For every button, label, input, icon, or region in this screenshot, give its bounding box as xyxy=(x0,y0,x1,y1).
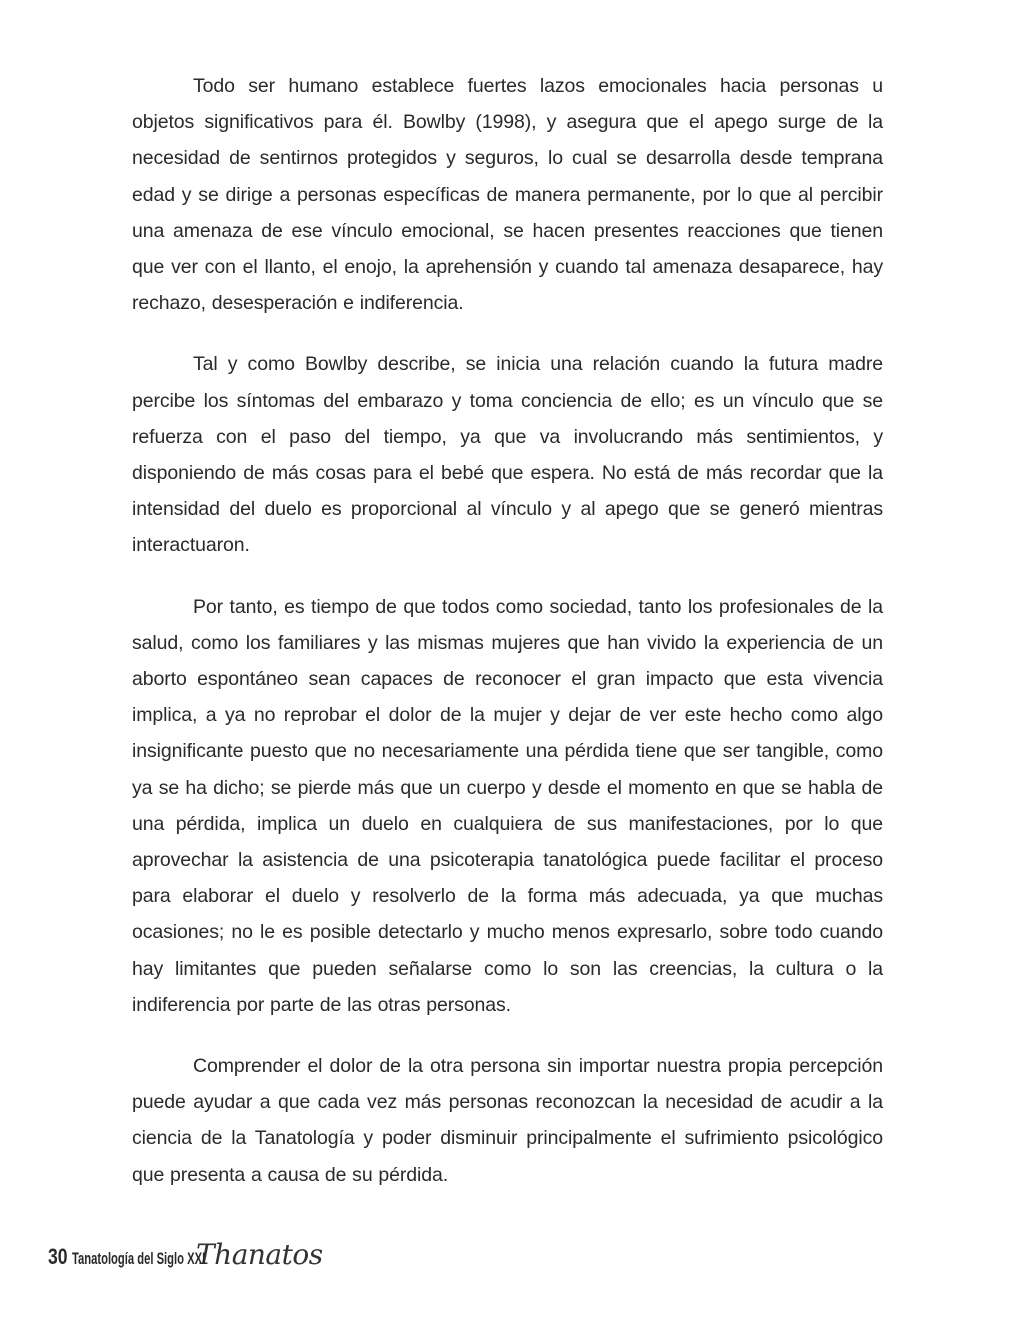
paragraph-1: Todo ser humano establece fuertes lazos emocionales hacia personas u objetos significativos para él. Bowlby (1998), y asegura que el apego surge de la necesidad de sentirnos protegidos y seguros, lo cual se desarrolla desde temprana edad y se dirige a personas específicas de manera permanente, por lo que al percibir una amenaza de ese vínculo emocional, se hacen presentes reacciones que tienen que ver con el llanto, el enojo, la aprehensión y cuando tal amenaza desaparece, hay rechazo, desesperación e indiferencia. xyxy=(132,75,883,315)
paragraph-4: Comprender el dolor de la otra persona sin importar nuestra propia percepción puede ayudar a que cada vez más personas reconozcan la necesidad de acudir a la ciencia de la Tanatología y poder disminuir principalmente el sufrimiento psicológico que presenta a causa de su pérdida. xyxy=(132,1055,883,1186)
thanatos-logo: Thanatos xyxy=(196,1238,323,1271)
paragraph-3: Por tanto, es tiempo de que todos como sociedad, tanto los profesionales de la salud, como los familiares y las mismas mujeres que han vivido la experiencia de un aborto espontáneo sean capaces de reconocer el gran impacto que esta vivencia implica, a ya no reprobar el dolor de la mujer y dejar de ver este hecho como algo insignificante puesto que no necesariamente una pérdida tiene que ser tangible, como ya se ha dicho; se pierde más que un cuerpo y desde el momento en que se habla de una pérdida, implica un duelo en cualquiera de sus manifestaciones, por lo que aprovechar la asistencia de una psicoterapia tanatológica puede facilitar el proceso para elaborar el duelo y resolverlo de la forma más adecuada, ya que muchas ocasiones; no le es posible detectarlo y mucho menos expresarlo, sobre todo cuando hay limitantes que pueden señalarse como lo son las creencias, la cultura o la indiferencia por parte de las otras personas. xyxy=(132,595,883,1016)
page-footer xyxy=(48,1238,323,1271)
journal-title: Tanatología del Siglo XXI xyxy=(72,1249,206,1268)
paragraph-2: Tal y como Bowlby describe, se inicia una relación cuando la futura madre percibe los síntomas del embarazo y toma conciencia de ello; es un vínculo que se refuerza con el paso del tiempo, ya que va involucrando más sentimientos, y disponiendo de más cosas para el bebé que espera. No está de más recordar que la intensidad del duelo es proporcional al vínculo y al apego que se generó mientras interactuaron. xyxy=(132,353,883,557)
article-body xyxy=(132,68,883,1218)
page-number: 30 xyxy=(48,1244,68,1269)
